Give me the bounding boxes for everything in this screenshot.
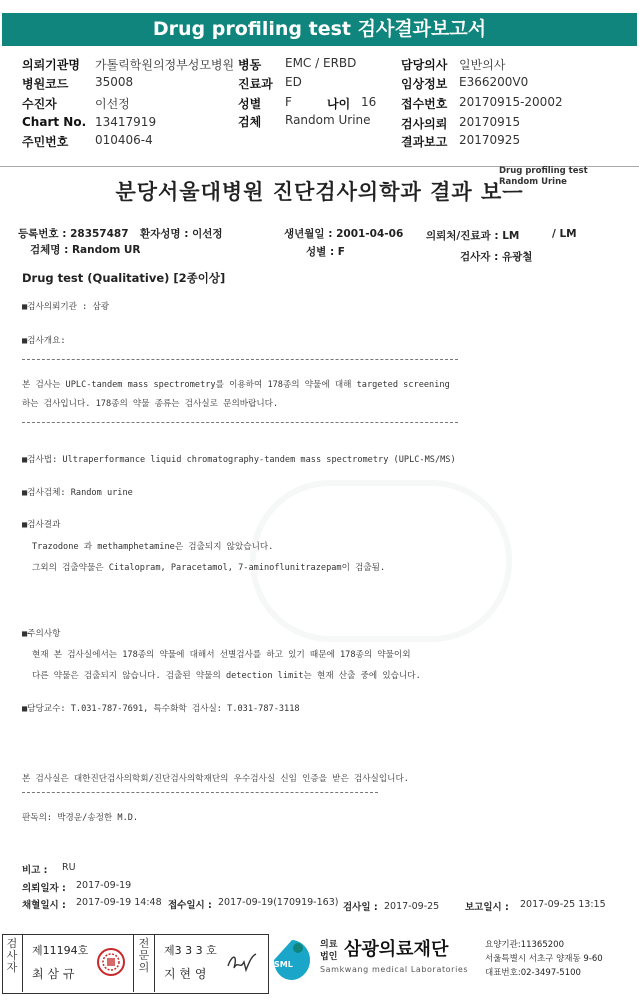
birth-date: 생년월일 : 2001-04-06 (284, 228, 404, 240)
overview-heading: ■검사개요: (22, 336, 66, 346)
reg-no: 등록번호 : 28357487 (18, 228, 129, 240)
request-label: 검사의뢰 (401, 117, 448, 131)
report-header (0, 48, 639, 167)
result-line1: Trazodone 과 methamphetamine은 검출되지 않았습니다. (32, 542, 274, 552)
divider (133, 934, 134, 992)
report-time-label: 보고일시 : (465, 902, 509, 913)
test-title: Drug test (Qualitative) [2종이상] (22, 271, 226, 285)
id-label: 주민번호 (22, 135, 69, 149)
caution-heading: ■주의사항 (22, 629, 61, 639)
dept-label: 진료과 (238, 77, 273, 91)
tester-vertical-label: 검 사 자 (6, 937, 18, 974)
divider (22, 934, 23, 992)
tester-seal-icon (96, 942, 126, 982)
divider (22, 792, 378, 793)
report-date-value: 20170925 (459, 133, 521, 147)
divider (22, 422, 458, 423)
ward-label: 병동 (238, 58, 262, 72)
tester-license-no: 제11194호 (32, 944, 89, 957)
clinical-value: E366200V0 (459, 75, 529, 89)
org-phone: 대표번호:02-3497-5100 (485, 968, 581, 978)
logo-text: SML (274, 960, 293, 969)
remark-value: RU (62, 862, 76, 873)
ward-value: EMC / ERBD (285, 56, 357, 70)
clinical-label: 임상정보 (401, 77, 448, 91)
id-value: 010406-4 (95, 133, 153, 147)
stamp-line1: Drug profiling test (499, 166, 588, 176)
specimen-value: Random Urine (285, 113, 371, 127)
sample-label: 채혈일시 : (22, 900, 66, 911)
referral: 의뢰처/진료과 : LM (426, 230, 520, 242)
org-address: 서울특별시 서초구 양재동 9-60 (485, 954, 603, 964)
patient-name: 환자성명 : 이선정 (140, 228, 223, 240)
sex: 성별 : F (306, 246, 345, 258)
org-english-name: Samkwang medical Laboratories (320, 965, 469, 974)
org-prefix1: 의료 (320, 940, 338, 950)
divider (154, 934, 155, 992)
age-label: 나이 (327, 97, 351, 111)
doctor-value: 일반의사 (459, 58, 506, 72)
receipt-value: 20170915-20002 (459, 95, 563, 109)
requester: ■검사의뢰기관 : 삼광 (22, 302, 110, 312)
overview-line2: 하는 검사입니다. 178종의 약물 종류는 검사실로 문의바랍니다. (22, 399, 279, 409)
doctor-license-no: 제3 3 3 호 (164, 944, 217, 957)
report-date-label: 결과보고 (401, 135, 448, 149)
report-time-value: 2017-09-25 13:15 (520, 899, 606, 910)
contact: ■담당교수: T.031-787-7691, 특수화학 검사실: T.031-787-3118 (22, 704, 300, 714)
overview-line1: 본 검사는 UPLC-tandem mass spectrometry를 이용하여 178종의 약물에 대해 targeted screening (22, 380, 450, 390)
divider (22, 359, 458, 360)
sample-value: 2017-09-19 14:48 (76, 897, 162, 908)
receipt-date-value: 2017-09-19(170919-163) (218, 897, 339, 908)
caution-line2: 다른 약물은 검출되지 않습니다. 검출된 약물의 detection limit는 현재 산출 중에 있습니다. (32, 671, 421, 681)
hospital-code-value: 35008 (95, 75, 134, 89)
stamp-line2: Random Urine (499, 177, 567, 187)
report-banner: Drug profiling test 검사결과보고서 (2, 13, 637, 46)
referral-dept: / LM (552, 228, 577, 240)
patient-label: 수진자 (22, 97, 57, 111)
judge: 판독의: 박경운/송정한 M.D. (22, 813, 139, 823)
chart-label: Chart No. (22, 115, 87, 129)
request-date-label: 의뢰일자 : (22, 883, 66, 894)
institution-label: 의뢰기관명 (22, 58, 80, 72)
institution-code: 요양기관:11365200 (485, 940, 564, 950)
test-method: ■검사법: Ultraperformance liquid chromatography-tandem mass spectrometry (UPLC-MS/MS) (22, 455, 456, 465)
caution-line1: 현재 본 검사실에서는 178종의 약물에 대해서 선별검사를 하고 있기 때문에 178종의 약물이외 (32, 650, 411, 660)
result-line2: 그외의 검출약물은 Citalopram, Paracetamol, 7-aminoflunitrazepam이 검출됨. (32, 563, 386, 573)
tester: 검사자 : 유광철 (460, 251, 533, 263)
chart-value: 13417919 (95, 115, 157, 129)
certification: 본 검사실은 대한진단검사의학회/진단검사의학재단의 우수검사실 신임 인증을 받은 검사실입니다. (22, 774, 409, 784)
result-heading: ■검사결과 (22, 520, 61, 530)
test-date-value: 2017-09-25 (384, 901, 440, 912)
receipt-date-label: 접수일시 : (168, 900, 212, 911)
report-footer (2, 934, 636, 994)
institution-value: 가톨릭학원의정부성모병원 (95, 58, 235, 72)
document-title: 분당서울대병원 진단검사의학과 결과 보ᅳ (115, 180, 524, 204)
test-date-label: 검사일 : (343, 902, 378, 913)
remark-label: 비고 : (22, 865, 48, 876)
org-name: 삼광의료재단 (344, 939, 449, 960)
sex-value: F (285, 95, 292, 109)
receipt-label: 접수번호 (401, 97, 448, 111)
test-specimen: ■검사검체: Random urine (22, 488, 133, 498)
hospital-code-label: 병원코드 (22, 77, 69, 91)
specimen-name: 검체명 : Random UR (30, 244, 141, 256)
doctor-name: 지 현 영 (164, 967, 207, 981)
age-value: 16 (361, 95, 377, 109)
request-date-value: 2017-09-19 (76, 880, 132, 891)
org-prefix2: 법인 (320, 952, 338, 962)
dept-value: ED (285, 75, 302, 89)
doctor-label: 담당의사 (401, 58, 448, 72)
doctor-vertical-label: 전 문 의 (138, 937, 150, 974)
doctor-signature-icon (224, 950, 260, 976)
sex-label: 성별 (238, 97, 262, 111)
specimen-label: 검체 (238, 115, 262, 129)
request-value: 20170915 (459, 115, 521, 129)
tester-name: 최 삼 규 (32, 967, 75, 981)
patient-value: 이선정 (95, 97, 130, 111)
